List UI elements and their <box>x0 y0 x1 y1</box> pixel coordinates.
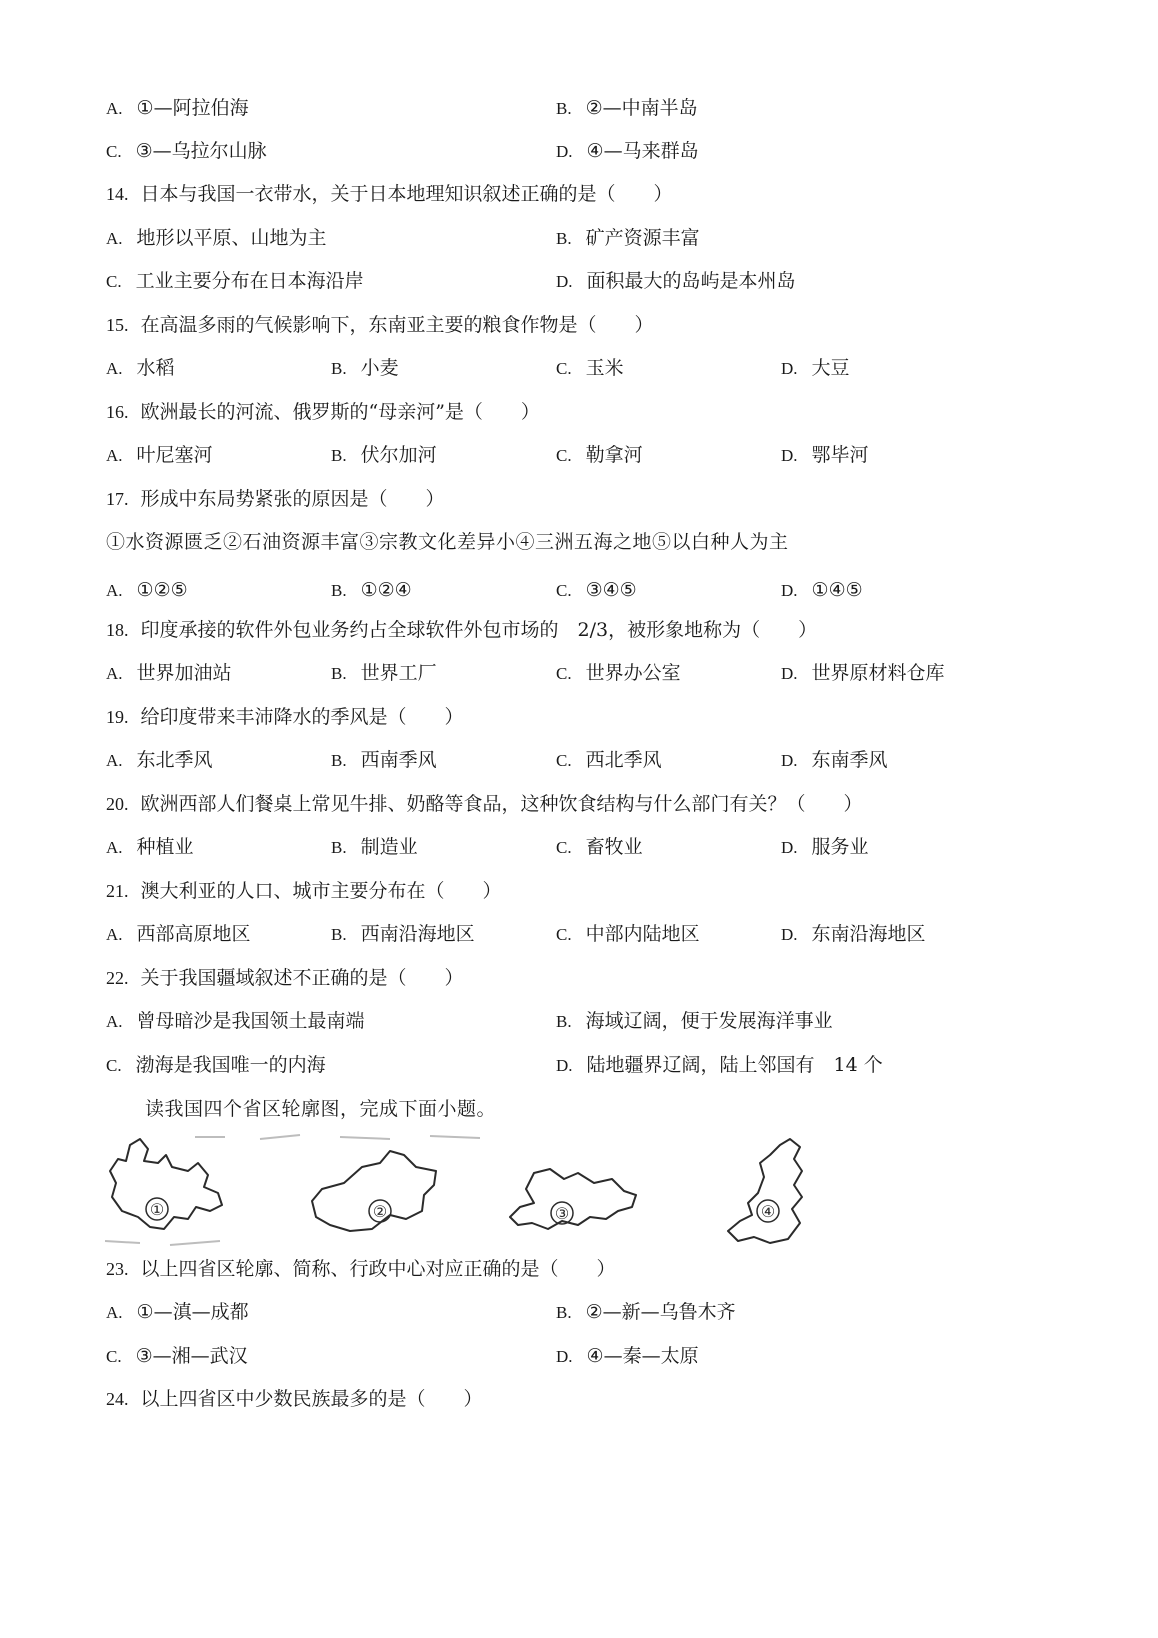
option-text: 矿产资源丰富 <box>585 227 700 249</box>
option-text: ①—滇—成都 <box>136 1301 249 1323</box>
question-line <box>106 1384 483 1414</box>
answer-option <box>331 658 437 689</box>
option-text: 西南季风 <box>360 749 437 771</box>
answer-option <box>556 745 662 776</box>
question-line <box>106 484 445 514</box>
answer-option <box>106 1006 365 1037</box>
option-letter: C. <box>556 581 572 600</box>
option-letter: B. <box>556 1303 572 1322</box>
option-text: ③—乌拉尔山脉 <box>135 140 267 162</box>
province-outline-map <box>100 1133 860 1253</box>
option-letter: D. <box>781 664 798 683</box>
answer-option <box>106 745 213 776</box>
answer-option <box>556 832 643 863</box>
option-letter: C. <box>556 359 572 378</box>
map-label-3: ③ <box>554 1204 570 1223</box>
option-row <box>0 575 1158 605</box>
question-stem <box>0 876 1158 906</box>
answer-option <box>781 745 888 776</box>
question-stem <box>0 963 1158 993</box>
option-text: 渤海是我国唯一的内海 <box>135 1054 326 1076</box>
answer-option <box>781 658 945 689</box>
answer-option <box>106 832 194 863</box>
question-text: 日本与我国一衣带水，关于日本地理知识叙述正确的是（ ） <box>140 183 673 205</box>
option-letter: A. <box>106 664 123 683</box>
province-outline-3 <box>510 1169 636 1229</box>
option-text: ①—阿拉伯海 <box>136 97 249 119</box>
option-text: ①②④ <box>360 579 412 601</box>
answer-option <box>781 353 850 384</box>
option-letter: B. <box>556 1012 572 1031</box>
option-text: 东北季风 <box>136 749 213 771</box>
option-text: 小麦 <box>360 357 399 379</box>
text-line <box>0 1094 1158 1124</box>
answer-option <box>556 136 699 167</box>
option-row <box>0 353 1158 383</box>
option-text: 世界加油站 <box>136 662 232 684</box>
answer-option <box>106 440 213 471</box>
option-letter: D. <box>556 272 573 291</box>
option-row <box>0 223 1158 253</box>
option-letter: D. <box>556 1347 573 1366</box>
option-row <box>0 440 1158 470</box>
option-text: ①④⑤ <box>811 579 863 601</box>
question-stem <box>0 1254 1158 1284</box>
option-text: 西南沿海地区 <box>360 923 475 945</box>
option-text: 西北季风 <box>585 749 662 771</box>
answer-option <box>556 1050 883 1081</box>
question-number: 14. <box>106 184 129 204</box>
answer-option <box>556 658 681 689</box>
answer-option <box>106 1297 249 1328</box>
question-number: 18. <box>106 620 129 640</box>
question-number: 24. <box>106 1389 129 1409</box>
question-number: 16. <box>106 402 129 422</box>
option-text: ④—马来群岛 <box>586 140 699 162</box>
option-text: 海域辽阔，便于发展海洋事业 <box>585 1010 833 1032</box>
answer-option <box>781 440 869 471</box>
option-letter: A. <box>106 99 123 118</box>
option-letter: D. <box>781 581 798 600</box>
question-text: 印度承接的软件外包业务约占全球软件外包市场的 2/3，被形象地称为（ ） <box>140 619 818 641</box>
option-letter: A. <box>106 838 123 857</box>
question-stem <box>0 789 1158 819</box>
question-number: 17. <box>106 489 129 509</box>
answer-option <box>106 136 267 167</box>
question-line <box>106 615 817 645</box>
answer-option <box>781 832 869 863</box>
option-letter: A. <box>106 581 123 600</box>
answer-option <box>331 353 399 384</box>
answer-option <box>106 919 251 950</box>
question-line <box>106 397 540 427</box>
option-text: 世界原材料仓库 <box>811 662 945 684</box>
answer-option <box>556 266 796 297</box>
map-label-1: ① <box>149 1200 165 1219</box>
question-number: 21. <box>106 881 129 901</box>
option-letter: D. <box>781 359 798 378</box>
option-text: 制造业 <box>360 836 418 858</box>
option-text: 鄂毕河 <box>811 444 869 466</box>
body-text: 读我国四个省区轮廓图，完成下面小题。 <box>106 1098 497 1120</box>
option-letter: A. <box>106 229 123 248</box>
option-letter: B. <box>331 446 347 465</box>
answer-option <box>556 575 637 606</box>
answer-option <box>331 745 437 776</box>
answer-option <box>556 919 700 950</box>
option-row <box>0 1050 1158 1080</box>
option-letter: A. <box>106 446 123 465</box>
option-letter: C. <box>106 1347 122 1366</box>
option-text: ②—中南半岛 <box>585 97 698 119</box>
question-number: 19. <box>106 707 129 727</box>
answer-option <box>556 93 698 124</box>
question-number: 22. <box>106 968 129 988</box>
question-stem <box>0 702 1158 732</box>
option-text: ③—湘—武汉 <box>135 1345 248 1367</box>
province-outline-2 <box>312 1151 436 1231</box>
answer-option <box>331 832 418 863</box>
question-stem <box>0 1384 1158 1414</box>
question-text: 在高温多雨的气候影响下，东南亚主要的粮食作物是（ ） <box>140 314 654 336</box>
question-number: 20. <box>106 794 129 814</box>
option-row <box>0 1341 1158 1371</box>
option-letter: C. <box>556 925 572 944</box>
option-text: 勒拿河 <box>585 444 643 466</box>
answer-option <box>106 223 327 254</box>
option-text: 东南季风 <box>811 749 888 771</box>
option-text: 东南沿海地区 <box>811 923 926 945</box>
option-letter: B. <box>331 925 347 944</box>
option-row <box>0 658 1158 688</box>
option-letter: A. <box>106 925 123 944</box>
option-letter: A. <box>106 1303 123 1322</box>
option-letter: C. <box>106 272 122 291</box>
question-number: 23. <box>106 1259 129 1279</box>
answer-option <box>106 1050 326 1081</box>
option-text: ①②⑤ <box>136 579 188 601</box>
option-letter: D. <box>781 925 798 944</box>
province-outline-4 <box>728 1139 802 1243</box>
question-stem <box>0 310 1158 340</box>
option-letter: B. <box>331 664 347 683</box>
answer-option <box>556 353 624 384</box>
option-row <box>0 1006 1158 1036</box>
option-text: 玉米 <box>585 357 624 379</box>
option-letter: C. <box>556 664 572 683</box>
option-letter: D. <box>556 1056 573 1075</box>
option-letter: D. <box>781 751 798 770</box>
question-text: 形成中东局势紧张的原因是（ ） <box>140 488 445 510</box>
option-row <box>0 745 1158 775</box>
option-letter: A. <box>106 1012 123 1031</box>
answer-option <box>556 223 700 254</box>
option-text: 叶尼塞河 <box>136 444 213 466</box>
province-outline-1 <box>110 1139 222 1229</box>
question-text: 以上四省区轮廓、简称、行政中心对应正确的是（ ） <box>140 1258 616 1280</box>
option-text: 大豆 <box>811 357 850 379</box>
option-letter: B. <box>331 581 347 600</box>
answer-option <box>556 1341 699 1372</box>
question-line <box>106 876 502 906</box>
option-text: ②—新—乌鲁木齐 <box>585 1301 736 1323</box>
option-row <box>0 919 1158 949</box>
question-line <box>106 179 673 209</box>
option-row <box>0 93 1158 123</box>
question-stem <box>0 484 1158 514</box>
option-letter: D. <box>556 142 573 161</box>
answer-option <box>556 1297 736 1328</box>
option-letter: B. <box>331 751 347 770</box>
option-letter: C. <box>106 1056 122 1075</box>
option-text: 种植业 <box>136 836 194 858</box>
question-line <box>106 1254 616 1284</box>
text-line <box>0 527 1158 557</box>
option-letter: A. <box>106 359 123 378</box>
option-text: 水稻 <box>136 357 175 379</box>
option-letter: C. <box>556 751 572 770</box>
option-text: ④—秦—太原 <box>586 1345 699 1367</box>
option-letter: D. <box>781 446 798 465</box>
question-text: 澳大利亚的人口、城市主要分布在（ ） <box>140 880 502 902</box>
question-stem <box>0 615 1158 645</box>
option-text: 地形以平原、山地为主 <box>136 227 327 249</box>
question-stem <box>0 179 1158 209</box>
option-text: 面积最大的岛屿是本州岛 <box>586 270 796 292</box>
question-text: 欧洲西部人们餐桌上常见牛排、奶酪等食品，这种饮食结构与什么部门有关？（ ） <box>140 793 863 815</box>
option-text: 工业主要分布在日本海沿岸 <box>135 270 364 292</box>
option-text: ③④⑤ <box>585 579 637 601</box>
option-text: 伏尔加河 <box>360 444 437 466</box>
answer-option <box>556 440 643 471</box>
option-letter: B. <box>556 99 572 118</box>
option-letter: B. <box>331 838 347 857</box>
question-line <box>106 310 654 340</box>
option-row <box>0 832 1158 862</box>
option-letter: B. <box>556 229 572 248</box>
answer-option <box>781 575 863 606</box>
option-letter: C. <box>106 142 122 161</box>
option-row <box>0 1297 1158 1327</box>
question-text: 欧洲最长的河流、俄罗斯的“母亲河”是（ ） <box>140 401 540 423</box>
question-line <box>106 789 863 819</box>
answer-option <box>106 658 232 689</box>
question-text: 关于我国疆域叙述不正确的是（ ） <box>140 967 464 989</box>
option-row <box>0 136 1158 166</box>
answer-option <box>331 575 412 606</box>
map-label-2: ② <box>372 1202 388 1221</box>
body-text: ①水资源匮乏②石油资源丰富③宗教文化差异小④三洲五海之地⑤以白种人为主 <box>106 531 789 553</box>
answer-option <box>106 353 175 384</box>
option-row <box>0 266 1158 296</box>
option-letter: A. <box>106 751 123 770</box>
province-outline-figure <box>100 1133 860 1253</box>
option-text: 服务业 <box>811 836 869 858</box>
question-stem <box>0 397 1158 427</box>
question-text: 给印度带来丰沛降水的季风是（ ） <box>140 706 464 728</box>
option-text: 中部内陆地区 <box>585 923 700 945</box>
option-letter: B. <box>331 359 347 378</box>
question-line <box>106 702 464 732</box>
option-letter: C. <box>556 838 572 857</box>
answer-option <box>106 266 364 297</box>
option-text: 陆地疆界辽阔，陆上邻国有 14 个 <box>586 1054 883 1076</box>
question-text: 以上四省区中少数民族最多的是（ ） <box>140 1388 483 1410</box>
option-text: 西部高原地区 <box>136 923 251 945</box>
option-text: 世界工厂 <box>360 662 437 684</box>
answer-option <box>556 1006 833 1037</box>
option-text: 曾母暗沙是我国领土最南端 <box>136 1010 365 1032</box>
option-letter: D. <box>781 838 798 857</box>
answer-option <box>106 93 249 124</box>
question-number: 15. <box>106 315 129 335</box>
answer-option <box>106 575 188 606</box>
answer-option <box>331 919 475 950</box>
question-line <box>106 963 464 993</box>
option-text: 畜牧业 <box>585 836 643 858</box>
answer-option <box>331 440 437 471</box>
answer-option <box>106 1341 248 1372</box>
option-letter: C. <box>556 446 572 465</box>
answer-option <box>781 919 926 950</box>
option-text: 世界办公室 <box>585 662 681 684</box>
map-label-4: ④ <box>760 1202 776 1221</box>
